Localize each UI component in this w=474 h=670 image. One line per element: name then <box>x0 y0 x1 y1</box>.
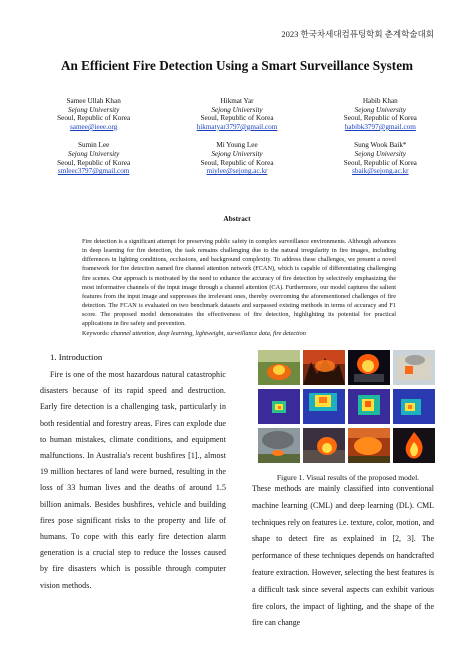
building-fire-photo-icon <box>393 350 435 385</box>
forest-fire-photo-icon <box>303 350 345 385</box>
abstract-heading: Abstract <box>223 214 251 223</box>
conference-header: 2023 한국차세대컴퓨팅학회 춘계학술대회 <box>281 29 434 39</box>
author-block <box>309 97 452 131</box>
author-location: Seoul, Republic of Korea <box>343 158 417 167</box>
author-name: Samee Ullah Khan <box>66 97 121 105</box>
attention-heatmap-icon <box>258 389 300 424</box>
intro-paragraph: Fire is one of the most hazardous natural catastrophic disasters because of its rapid speed and destruction. Early fire detection is a challenging task, particularly in both residential and forestry areas. Fires can explode due to human mistakes, climate conditions, and equipment malfunctions. In Australia's recent bushfires [1]., almost 19 million hectares of land were burned, resulting in the loss of 33 human lives and the deaths of around 1.5 billion animals. Besides bushfires, vehicle and building fires pose significant risks to the property and life of humans. To cope with this early fire detection alarm generation is a crucial step to reduce the losses caused by fire disasters which is possible through computer vision methods. <box>40 370 226 590</box>
figure-1 <box>253 350 437 463</box>
abstract-text: Fire detection is a significant attempt for preserving public safety in complex surveillance environments. Although advances in deep learning for fire detection, the task remains challenging due to the natural irregularity in fire images, including differences in lighting conditions, occlusions, and background complexity. To address these challenges, we present a novel framework for fire detection named fire channel attention network (FCAN), which is capable of differentiating challenging fire scenes. Our approach is motivated by the need to enhance the accuracy of fire detection by selectively emphasizing the most informative channels of the input image through a channel attention (CA). Furthermore, our model captures the salient features from the input image and suppresses the irrelevant ones, thereby overcoming the aforementioned challenges of fire detection. The FCAN is evaluated on two benchmark datasets and surpassed existing methods in terms of accuracy and F1 score. The proposed model demonstrates the effectiveness of fire detection, highlighting its potential for practical applications in fire safety and prevention. <box>82 238 396 328</box>
author-affiliation: Sejong University <box>354 149 406 158</box>
author-affiliation: Sejong University <box>211 105 263 114</box>
figure-image-grid <box>258 350 437 463</box>
author-email-link[interactable]: hikmatyar3797@gmail.com <box>196 122 278 131</box>
intro-left-column <box>40 367 226 594</box>
author-email-link[interactable]: sbaik@sejong.ac.kr <box>352 167 409 176</box>
section-heading-introduction: 1. Introduction <box>50 352 103 362</box>
author-block <box>309 141 452 175</box>
street-fire-photo-icon <box>303 428 345 463</box>
author-affiliation: Sejong University <box>68 149 120 158</box>
author-email-link[interactable]: habibk3797@gmail.com <box>344 122 416 131</box>
smoke-fire-photo-icon <box>258 428 300 463</box>
author-name: Sumin Lee <box>77 141 110 150</box>
grass-fire-photo-icon <box>258 350 300 385</box>
author-block <box>165 97 308 131</box>
keywords-text: channel attention, deep learning, lightweight, surveillance data, fire detection <box>111 329 306 337</box>
author-name: Hikmat Yar <box>220 97 254 105</box>
author-email-link[interactable]: samee@ieee.org <box>69 122 118 131</box>
author-list <box>22 97 452 176</box>
car-fire-photo-icon <box>348 350 390 385</box>
flame-photo-icon <box>393 428 435 463</box>
author-location: Seoul, Republic of Korea <box>57 158 131 167</box>
intro-right-column <box>252 481 434 632</box>
grass-blaze-photo-icon <box>348 428 390 463</box>
attention-heatmap-icon <box>393 389 435 424</box>
figure-caption: Figure 1. Visual results of the proposed model. <box>276 473 420 482</box>
abstract-body <box>82 237 396 338</box>
author-block <box>22 141 165 175</box>
author-email-link[interactable]: smleec3797@gmail.com <box>57 167 130 176</box>
author-location: Seoul, Republic of Korea <box>200 114 274 123</box>
paper-title: An Efficient Fire Detection Using a Smart Surveillance System <box>60 58 414 73</box>
author-affiliation: Sejong University <box>211 149 263 158</box>
keywords-label: Keywords: <box>82 329 110 337</box>
author-block <box>22 97 165 131</box>
author-location: Seoul, Republic of Korea <box>343 114 417 123</box>
author-block <box>165 141 308 175</box>
author-name: Sung Wook Baik* <box>354 141 407 150</box>
attention-heatmap-icon <box>303 389 345 424</box>
author-affiliation: Sejong University <box>68 105 120 114</box>
author-name: Habib Khan <box>362 97 398 105</box>
author-affiliation: Sejong University <box>354 105 406 114</box>
attention-heatmap-icon <box>348 389 390 424</box>
intro-paragraph-continued: These methods are mainly classified into conventional machine learning (CML) and deep learning (DL). CML techniques rely on features i.e. texture, color, motion, and shape to detect fire as explained in [2, 3]. The performance of these techniques depends on handcrafted feature extraction. However, selecting the best features is a difficult task since several aspects can exhibit various fire colors, the impact of lighting, and the shape of the fire can change <box>252 484 434 628</box>
author-location: Seoul, Republic of Korea <box>57 114 131 123</box>
author-email-link[interactable]: miylee@sejong.ac.kr <box>206 167 268 176</box>
author-location: Seoul, Republic of Korea <box>200 158 274 167</box>
author-name: Mi Young Lee <box>216 141 258 150</box>
